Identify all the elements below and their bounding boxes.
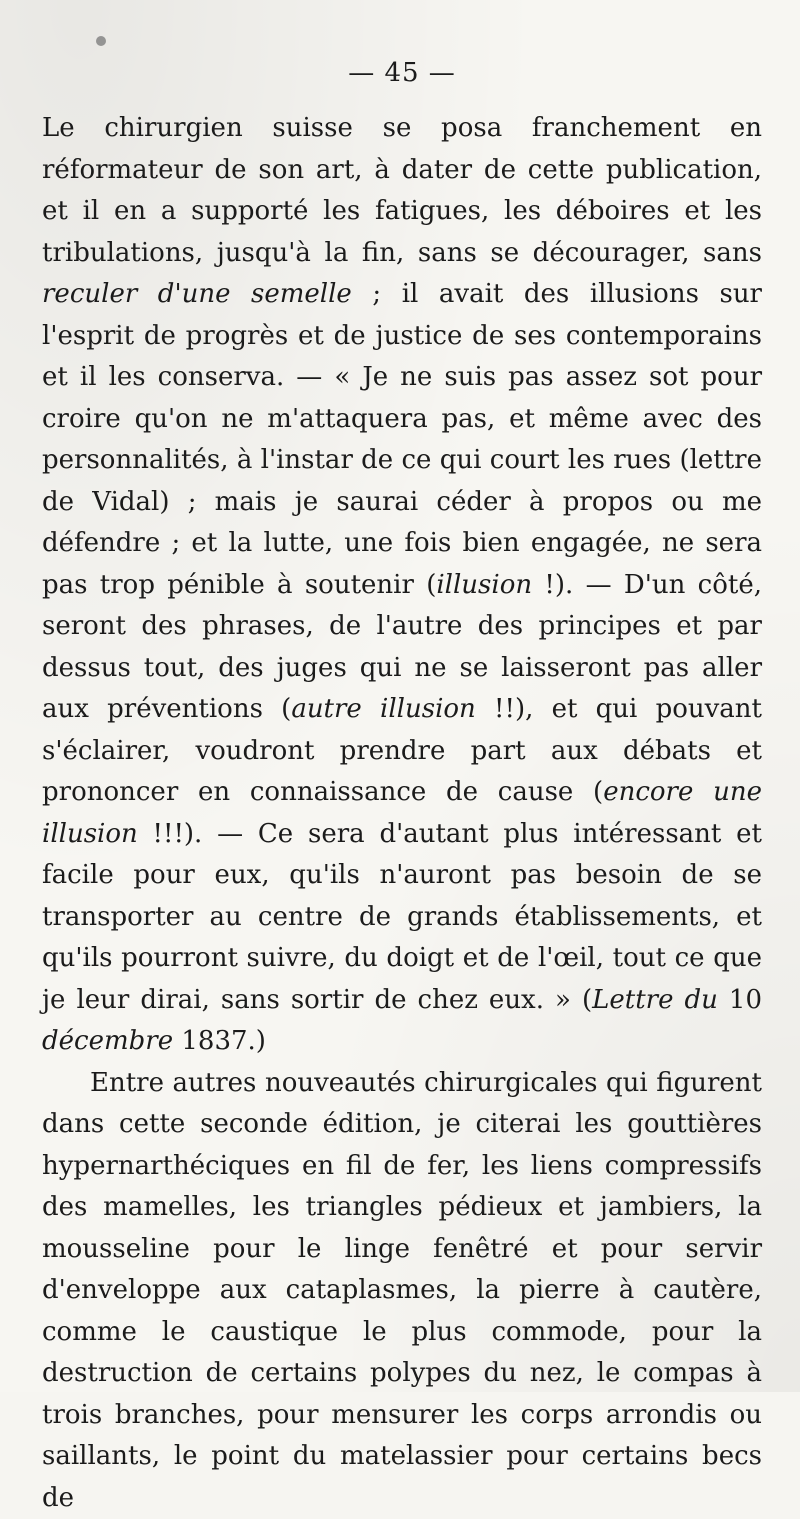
text-run: ; il avait des illusions sur l'esprit de progrès et de justice de ses contemporains et il les conserva. — « Je ne suis pas assez sot pour croire qu'on ne m'attaquera pas, et même avec des personnalités, à l'instar de ce qui court les rues (lettre de Vidal) ; mais je saurai céder à propos ou me défendre ; et la lutte, une fois bien engagée, ne sera pas trop pénible à soutenir (: [42, 279, 762, 600]
italic-run: illusion: [436, 570, 532, 600]
italic-run: autre illusion: [291, 694, 476, 724]
text-run: 1837.): [173, 1026, 266, 1056]
paragraph-1: [42, 108, 762, 1063]
page-number: — 45 —: [42, 56, 762, 90]
body-text: [42, 108, 762, 1519]
text-run: Le chirurgien suisse se posa franchement en réformateur de son art, à dater de cette publication, et il en a supporté les fatigues, les déboires et les tribulations, jusqu'à la fin, sans se décourager, sans: [42, 113, 762, 268]
text-run: !). — D'un côté, seront des phrases, de l'autre des principes et par dessus tout, des juges qui ne se laisseront pas aller aux préventions (: [42, 570, 762, 725]
text-run: Entre autres nouveautés chirurgicales qui figurent dans cette seconde édition, je citerai les gouttières hypernarthéciques en fil de fer, les liens compressifs des mamelles, les triangles pédieux et jambiers, la mousseline pour le linge fenêtré et pour servir d'enveloppe aux cataplasmes, la pierre à cautère, comme le caustique le plus commode, pour la destruction de certains polypes du nez, le compas à trois branches, pour mensurer les corps arrondis ou saillants, le point du matelassier pour certains becs de: [42, 1068, 762, 1513]
ink-spot: [96, 36, 106, 46]
italic-run: décembre: [42, 1026, 173, 1056]
text-run: !!), et qui pouvant s'éclairer, voudront prendre part aux débats et prononcer en connaissance de cause (: [42, 694, 762, 807]
italic-run: encore une illusion: [42, 777, 762, 849]
paragraph-2: [42, 1063, 762, 1519]
italic-run: reculer d'une semelle: [42, 279, 352, 309]
italic-run: Lettre du: [592, 985, 718, 1015]
text-run: !!!). — Ce sera d'autant plus intéressant et facile pour eux, qu'ils n'auront pas besoin de se transporter au centre de grands établissements, et qu'ils pourront suivre, du doigt et de l'œil, tout ce que je leur dirai, sans sortir de chez eux. » (: [42, 819, 762, 1015]
text-run: 10: [718, 985, 762, 1015]
